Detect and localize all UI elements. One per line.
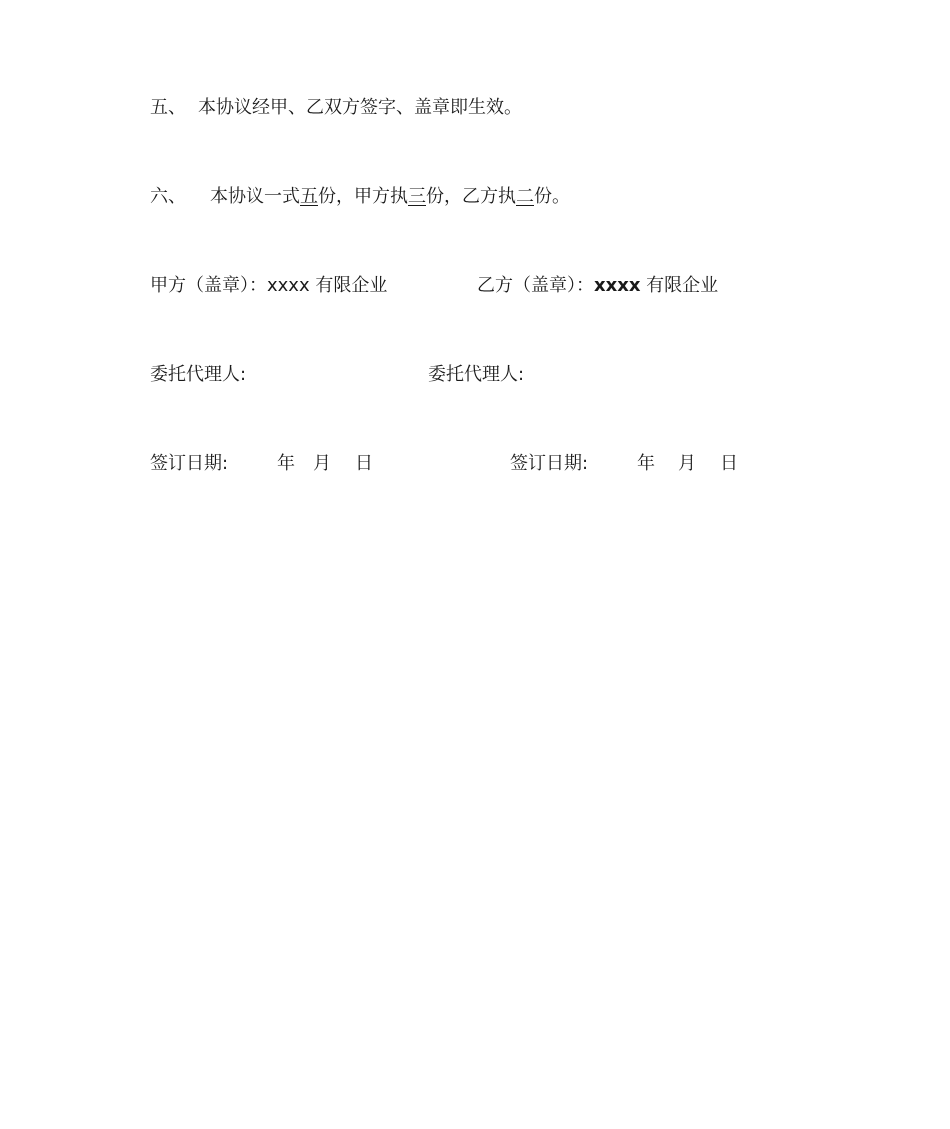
party-a-day: 日 bbox=[355, 453, 373, 474]
party-b-company-code: xxxx bbox=[594, 275, 641, 296]
clause-5-number: 五、 bbox=[150, 97, 186, 118]
party-b-month: 月 bbox=[678, 453, 696, 474]
party-a-month: 月 bbox=[313, 453, 331, 474]
party-b-seal-label: 乙方（盖章）： bbox=[477, 275, 594, 296]
clause-6-text-3: 份，乙方执 bbox=[426, 186, 516, 207]
clause-5 bbox=[150, 96, 522, 120]
copies-total: 五 bbox=[300, 186, 318, 207]
party-b-date-label: 签订日期: bbox=[510, 453, 589, 474]
copies-party-a: 三 bbox=[408, 186, 426, 207]
party-b-year: 年 bbox=[637, 453, 655, 474]
clause-6-text-2: 份，甲方执 bbox=[318, 186, 408, 207]
clause-6-text-4: 份。 bbox=[534, 186, 570, 207]
clause-6-text-1: 本协议一式 bbox=[210, 186, 300, 207]
party-a-year: 年 bbox=[277, 453, 295, 474]
clause-6-number: 六、 bbox=[150, 186, 186, 207]
party-b-day: 日 bbox=[720, 453, 738, 474]
party-b-company-name: 有限企业 bbox=[640, 275, 719, 296]
party-a-agent-label: 委托代理人: bbox=[150, 364, 247, 385]
party-b-seal-line bbox=[477, 274, 718, 298]
party-a-date-label: 签订日期: bbox=[150, 453, 229, 474]
party-a-seal-label: 甲方（盖章）： bbox=[150, 275, 267, 296]
copies-party-b: 二 bbox=[516, 186, 534, 207]
party-a-company: xxxx 有限企业 bbox=[267, 275, 388, 296]
clause-6 bbox=[150, 185, 570, 209]
party-a-seal-line bbox=[150, 274, 387, 298]
clause-5-text: 本协议经甲、乙双方签字、盖章即生效。 bbox=[198, 97, 522, 118]
party-b-agent-label: 委托代理人: bbox=[428, 364, 525, 385]
